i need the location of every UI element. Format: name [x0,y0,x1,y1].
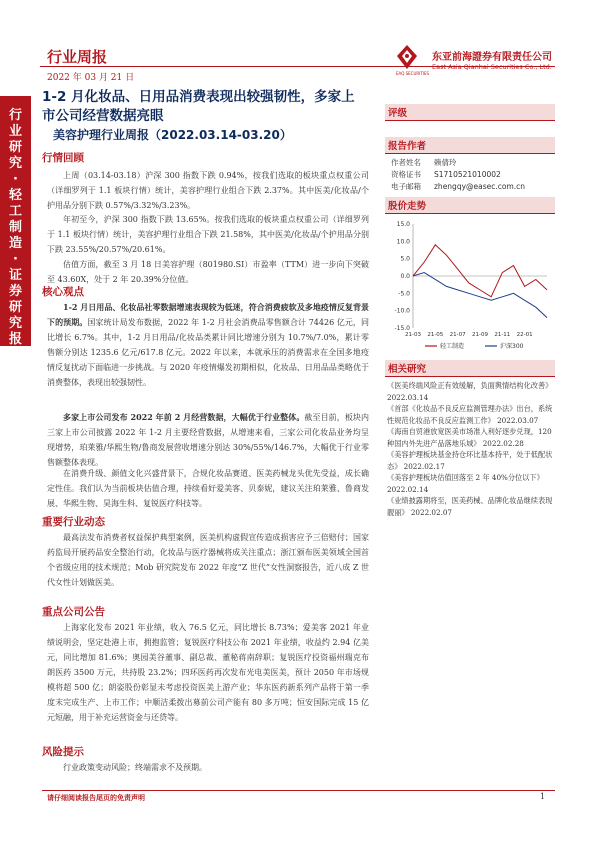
related-item[interactable]: 《医美终端风险正有效缓解，负面舆情结构化改善》 2022.03.14 [387,381,553,402]
company-logo [396,44,561,80]
risk-paragraph: 行业政策变动风险；终端需求不及预期。 [63,763,207,772]
legend-label: 轻工制造 [440,343,465,350]
x-tick-label: 22-01 [516,332,533,338]
section-heading-review: 行情回顾 [42,152,84,164]
related-item[interactable]: 《美容护理板块估值回落至 2 年 40%分位以下》 2022.02.14 [387,473,544,494]
author-email-row [391,181,553,193]
author-name: 赖倩玲 [434,158,457,167]
company-paragraph: 上海家化发布 2021 年业绩，收入 76.5 亿元，同比增长 8.73%；爱美客 2021 年业绩说明会，坚定赴港上市，拥抱监管；复锐医疗科技公布 2021 年业绩，收益约 2.94 亿美元，同比增加 81.6%；奥园美谷董事、副总裁、董秘蒋南辞职；复锐医疗投资福州瑞克布朗医药 3500 万元，共持股 23.2%；四环医药再次发布光电美医美，预计 2050 年市场规模将超 500 亿；朗姿股份彰显未考虑投资医美上游产业；华东医药新系列产品将于第一季度末完成生产、上市工作；中顺洁柔拨出募前公司产能有 80 多万吨；恒安国际完成 15 亿元短融，用于补充运营资金与还贷等。 [47,623,369,722]
report-date: 2022 年 03 月 21 日 [47,73,135,83]
y-tick-label: -15.0 [394,325,410,332]
author-cert-row [391,169,553,181]
y-tick-label: -10.0 [394,307,410,315]
x-tick-label: 21-07 [449,332,466,338]
logo-mark-icon [396,44,418,70]
section-heading-risk: 风险提示 [42,746,84,758]
report-title: 1-2 月化妆品、日用品消费表现出较强韧性，多家上市公司经营数据亮眼 [42,89,355,124]
section-heading-industry: 重要行业动态 [42,516,105,528]
industry-paragraph: 最高法发布消费者权益保护典型案例，医美机构虚假宣传造成损害应予三倍赔付；国家药监局开展药品安全整治行动，化妆品与医疗器械将成关注重点；浙江颁布医美领域全国首个省级应用的技术规范；Mob 研究院发布 2022 年度“Z 世代”女性洞察报告，近八成 Z 世代女性计划做医美。 [47,533,369,587]
rating-value [385,121,555,137]
right-column [385,104,555,518]
page-number: 1 [540,792,546,801]
y-tick-label: 10.0 [396,238,410,246]
y-tick-label: 15.0 [396,221,410,228]
author-heading: 报告作者 [385,137,555,154]
author-name-row [391,157,553,169]
x-tick-label: 21-05 [427,332,444,338]
side-band-text: 行业研究·轻工制造·证券研究报告 [8,108,22,363]
y-tick-label: 5.0 [400,255,410,263]
review-paragraph-1: 上周（03.14-03.18）沪深 300 指数下跌 0.94%，按我们选取的板块重点权重公司（详细罗列于 1.1 板块行情）统计，美容护理行业组合下跌 2.37%。其中医美/化妆品/个护用品分别下跌 0.57%/3.32%/3.23%。 [47,171,369,210]
core-paragraph-1-body: 国家统计局发布数据，2022 年 1-2 月社会消费品零售额合计 74426 亿元，同比增长 6.7%。其中，1-2 月日用品/化妆品类累计同比增速分别为 10.7%/7.0%，累计零售额分别达 1235.6 亿元/617.8 亿元。2022 年以来，本就承压的消费需求在全国多地疫情反复扰动下面临进一步挑战。与 2020 年疫情爆发初期相似，化妆品、日用品品类略优于消费整体，表现出较强韧性。 [47,318,370,387]
core-paragraph-2 [47,410,369,470]
related-item[interactable]: 《业绩披露期将至，医美药械、品牌化妆品继续表现靓丽》 2022.02.07 [387,496,553,517]
y-tick-label: 0.0 [400,273,410,280]
core-paragraph-3: 在消费升级、颜值文化兴盛背景下，合规化妆品赛道、医美药械龙头优先受益，成长确定性佳。我们认为当前板块估值合理，持续看好爱美客、贝泰妮，建议关注珀莱雅、鲁商发展、华熙生物、昊海生科、复锐医疗科技等。 [47,469,369,508]
author-cert: S1710521010002 [434,170,501,179]
company-abbr: EAQ SECURITIES [396,71,430,76]
related-item[interactable]: 《海南自贸港放宽医美市场准入利好逐步兑现，120 种国内外先进产品落地乐城》 2022.02.28 [387,427,552,448]
price-trend-svg [385,216,555,356]
related-item[interactable]: 《美容护理板块基金持仓环比基本持平，处于低配状态》 2022.02.17 [387,450,553,471]
trend-heading: 股价走势 [385,197,555,214]
review-paragraph-2: 年初至今，沪深 300 指数下跌 13.65%。按我们选取的板块重点权重公司（详细罗列于 1.1 板块行情）统计，美容护理行业组合下跌 21.58%，其中医美/化妆品/个护用品分别下跌 23.55%/20.57%/20.61%。 [47,215,369,254]
review-paragraph-3: 估值方面，截至 3 月 18 日美容护理（801980.SI）市盈率（TTM）进一步向下突破至 43.60X，处于 2 年 20.39%分位值。 [47,260,369,284]
price-trend-chart [385,216,555,356]
author-cert-label: 资格证书 [391,170,421,179]
core-paragraph-1-lead: 1-2 月日用品、化妆品社零数据增速表现较为低迷，符合消费疲软及多地疫情反复背景下的预期。 [47,302,369,327]
author-email[interactable]: zhengqy@easec.com.cn [434,182,526,191]
related-list [385,377,555,518]
rating-heading: 评级 [385,104,555,121]
report-subtitle: 美容护理行业周报（2022.03.14-03.20） [53,128,292,142]
series-line-1 [413,245,547,297]
related-item[interactable]: 《首部《化妆品不良反应监测管理办法》出台，系统性规范化妆品不良反应监测工作》 2022.03.07 [387,404,553,425]
x-tick-label: 21-11 [494,332,511,338]
core-paragraph-1 [47,300,369,390]
report-type: 行业周报 [47,48,108,66]
x-tick-label: 21-09 [472,332,488,338]
side-band [0,96,31,363]
section-heading-core: 核心观点 [42,286,84,298]
company-name-cn: 东亚前海證券有限责任公司 [432,52,552,63]
footer-disclaimer[interactable]: 请仔细阅读报告尾页的免责声明 [47,793,145,802]
core-paragraph-2-lead: 多家上市公司发布 2022 年前 2 月经营数据，大幅优于行业整体。 [63,412,305,422]
company-name-en: East Asia Qianhai Securities Co., Ltd. [432,63,552,71]
series-line-2 [413,273,547,318]
section-heading-company: 重点公司公告 [42,606,105,618]
author-name-label: 作者姓名 [391,158,421,167]
y-tick-label: -5.0 [398,290,410,298]
legend-label: 沪深300 [500,343,524,350]
related-heading: 相关研究 [385,360,555,377]
author-info [385,154,555,197]
author-email-label: 电子邮箱 [391,182,421,191]
core-paragraph-2-body: 截至目前，板块内三家上市公司披露 2022 年 1-2 月主要经营数据，从增速来看，三家公司化妆品业务均呈现增势，珀莱雅/华熙生物/鲁商发展营收增速分别达 30%/55%/146.7%，大幅优于行业零售额整体表现。 [47,413,369,467]
x-tick-label: 21-03 [405,332,421,338]
footer-divider [42,790,555,791]
